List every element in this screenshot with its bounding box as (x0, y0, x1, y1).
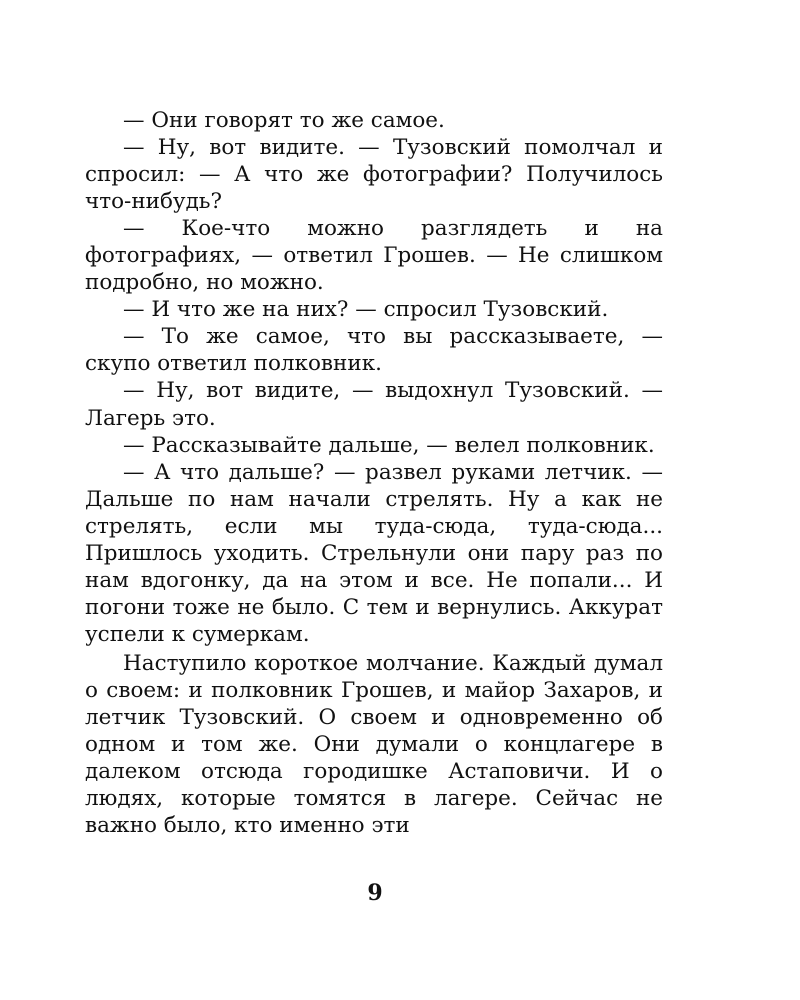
page-number: 9 (367, 880, 383, 906)
paragraph: — А что дальше? — развел руками летчик. — Дальше по нам начали стрелять. Ну а как не стрелять, если мы туда-сюда, туда-сюда... Пришлось уходить. Стрельнули они пару раз по нам вдогонку, да на этом и все. Не попали... И погони тоже не было. С тем и вернулись. Аккурат успели к сумеркам. (85, 459, 663, 647)
paragraph: Наступило короткое молчание. Каждый думал о своем: и полковник Грошев, и майор Захаров, и летчик Тузовский. О своем и одновременно об одном и том же. Они думали о концлагере в далеком отсюда городишке Астаповичи. И о людях, которые томятся в лагере. Сейчас не важно было, кто именно эти (85, 650, 663, 839)
paragraph: — И что же на них? — спросил Тузовский. (123, 297, 609, 323)
paragraph: — Рассказывайте дальше, — велел полковник. (123, 432, 655, 458)
paragraph: — То же самое, что вы рассказываете, — скупо ответил полковник. (85, 324, 663, 377)
body-text (85, 107, 663, 839)
paragraph: — Кое-что можно разглядеть и на фотографиях, — ответил Грошев. — Не слишком подробно, но можно. (85, 216, 663, 296)
paragraph: — Ну, вот видите, — выдохнул Тузовский. — Лагерь это. (85, 378, 663, 431)
paragraph: — Ну, вот видите. — Тузовский помолчал и спросил: — А что же фотографии? Получилось что-нибудь? (85, 135, 663, 215)
paragraph: — Они говорят то же самое. (123, 108, 445, 133)
